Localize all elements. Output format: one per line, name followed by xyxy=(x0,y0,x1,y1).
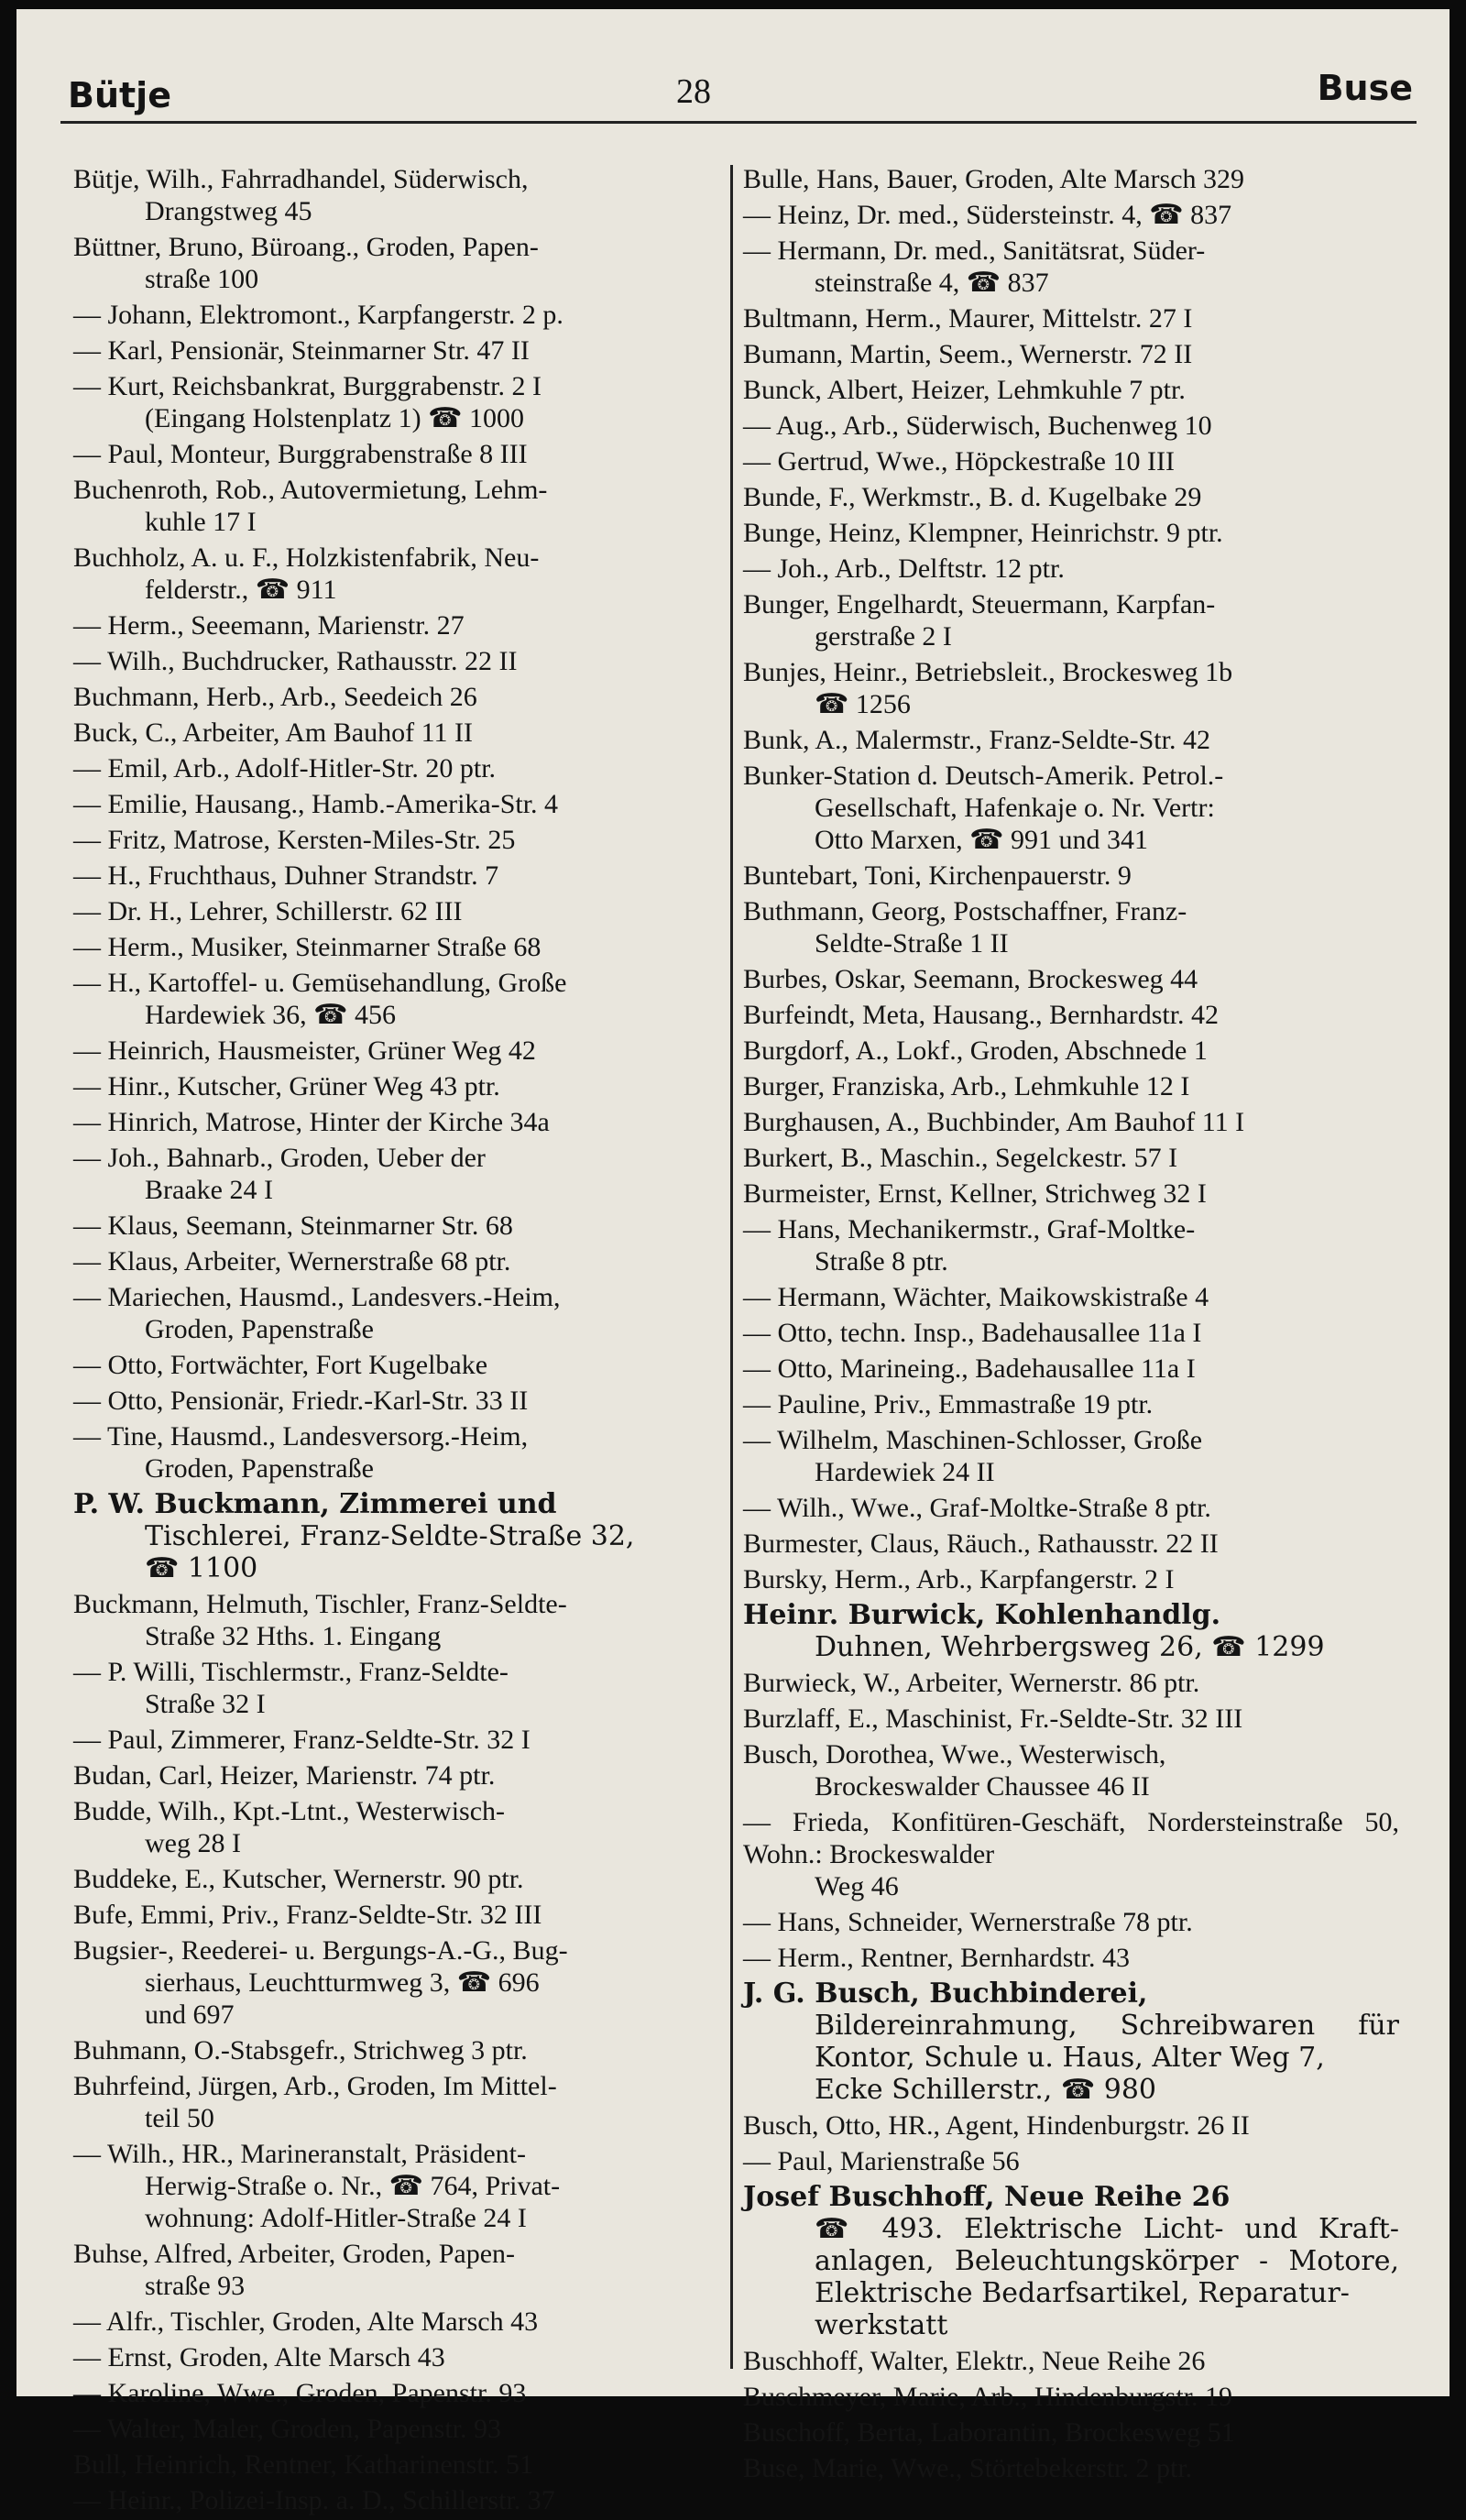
entry-line: Bultmann, Herm., Maurer, Mittelstr. 27 I xyxy=(743,303,1193,334)
entry-continuation: ☎ 1100 xyxy=(145,1552,258,1584)
entry-line: Busch, Dorothea, Wwe., Westerwisch, xyxy=(743,1739,1166,1769)
entry-line: Buntebart, Toni, Kirchenpauerstr. 9 xyxy=(743,860,1132,891)
entry-line: — Joh., Arb., Delftstr. 12 ptr. xyxy=(743,553,1065,584)
directory-entry xyxy=(73,1070,720,1102)
entry-continuation: felderstr., ☎ 911 xyxy=(145,575,337,605)
directory-entry xyxy=(743,1563,1399,1595)
entry-continuation: Bildereinrahmung, Schreibwaren für Kontor, Schule u. Haus, Alter Weg 7, xyxy=(815,2010,1399,2074)
entry-line: — Herm., Rentner, Bernhardstr. 43 xyxy=(743,1943,1131,1973)
directory-entry xyxy=(743,1106,1399,1138)
entry-line: Heinr. Burwick, Kohlenhandlg. xyxy=(743,1599,1221,1631)
entry-continuation: Ecke Schillerstr., ☎ 980 xyxy=(815,2074,1156,2106)
entry-line: — Wilh., HR., Marineranstalt, Präsident- xyxy=(73,2139,526,2169)
directory-entry xyxy=(73,1488,720,1584)
entry-line: Josef Buschhoff, Neue Reihe 26 xyxy=(743,2181,1231,2213)
entry-continuation: sierhaus, Leuchtturmweg 3, ☎ 696 xyxy=(145,1967,540,1998)
header-right-keyword: Buse xyxy=(1317,68,1413,108)
entry-line: Buhrfeind, Jürgen, Arb., Groden, Im Mittel- xyxy=(73,2071,557,2101)
directory-entry xyxy=(743,1906,1399,1938)
directory-entry xyxy=(73,542,720,606)
directory-entry xyxy=(743,2416,1399,2449)
entry-continuation: Straße 32 I xyxy=(145,1689,266,1719)
entry-continuation: straße 93 xyxy=(145,2271,246,2301)
directory-entry xyxy=(73,2034,720,2066)
entry-line: — Herm., Musiker, Steinmarner Straße 68 xyxy=(73,932,542,962)
entry-line: — Heinz, Dr. med., Südersteinstr. 4, ☎ 837 xyxy=(743,200,1232,230)
column-divider xyxy=(730,165,733,2369)
directory-entry xyxy=(743,1424,1399,1488)
directory-entry xyxy=(743,588,1399,652)
entry-line: Burmester, Claus, Räuch., Rathausstr. 22 II xyxy=(743,1528,1219,1559)
directory-page xyxy=(16,9,1450,2515)
page-header xyxy=(16,9,1450,119)
entry-continuation: Straße 32 Hths. 1. Eingang xyxy=(145,1621,442,1651)
entry-line: Bunger, Engelhardt, Steuermann, Karpfan- xyxy=(743,589,1216,619)
entry-line: — Emilie, Hausang., Hamb.-Amerika-Str. 4 xyxy=(73,789,559,819)
directory-entry xyxy=(73,2377,720,2409)
entry-line: — H., Fruchthaus, Duhner Strandstr. 7 xyxy=(73,860,499,891)
entry-line: — Hans, Schneider, Wernerstraße 78 ptr. xyxy=(743,1907,1193,1937)
entry-line: — Tine, Hausmd., Landesversorg.-Heim, xyxy=(73,1421,529,1452)
entry-continuation: Hardewiek 24 II xyxy=(815,1457,995,1487)
entry-line: Buschhoff, Walter, Elektr., Neue Reihe 26 xyxy=(743,2346,1206,2376)
entry-line: Burkert, B., Maschin., Segelckestr. 57 I xyxy=(743,1143,1178,1173)
entry-continuation: Otto Marxen, ☎ 991 und 341 xyxy=(815,825,1148,855)
entry-continuation: ☎ 493. Elektrische Licht- und Kraft-anlagen, Beleuchtungskörper - Motore, Elektrische Bedarfsartikel, Reparatur- xyxy=(815,2213,1399,2309)
entry-line: — Klaus, Seemann, Steinmarner Str. 68 xyxy=(73,1211,513,1241)
entry-continuation: gerstraße 2 I xyxy=(815,621,952,652)
entry-line: Buthmann, Georg, Postschaffner, Franz- xyxy=(743,896,1187,926)
directory-entry xyxy=(743,338,1399,370)
entry-line: Bugsier-, Reederei- u. Bergungs-A.-G., Bug- xyxy=(73,1935,568,1966)
directory-entry xyxy=(73,2070,720,2134)
directory-entry xyxy=(743,2181,1399,2341)
entry-line: — Kurt, Reichsbankrat, Burggrabenstr. 2 I xyxy=(73,371,542,401)
directory-entry xyxy=(73,1106,720,1138)
entry-line: — Frieda, Konfitüren-Geschäft, Nordersteinstraße 50, Wohn.: Brockeswalder xyxy=(743,1807,1399,1869)
entry-line: Burzlaff, E., Maschinist, Fr.-Seldte-Str. 32 III xyxy=(743,1704,1243,1734)
entry-line: Buschoff, Berta, Laborantin, Brockesweg 51 xyxy=(743,2417,1235,2448)
directory-entry xyxy=(73,2138,720,2234)
entry-continuation: Tischlerei, Franz-Seldte-Straße 32, xyxy=(145,1520,635,1552)
left-column xyxy=(73,163,720,2520)
directory-entry xyxy=(73,1035,720,1067)
directory-entry xyxy=(743,860,1399,892)
directory-entry xyxy=(743,2381,1399,2413)
directory-entry xyxy=(73,860,720,892)
entry-continuation: werkstatt xyxy=(815,2309,948,2341)
directory-entry xyxy=(73,1281,720,1345)
entry-line: — Herm., Seeemann, Marienstr. 27 xyxy=(73,610,465,641)
directory-entry xyxy=(73,438,720,470)
directory-entry xyxy=(743,1942,1399,1974)
entry-continuation: ☎ 1256 xyxy=(815,689,911,719)
entry-line: — Joh., Bahnarb., Groden, Ueber der xyxy=(73,1143,486,1173)
entry-line: — Heinrich, Hausmeister, Grüner Weg 42 xyxy=(73,1035,536,1066)
header-left-keyword: Bütje xyxy=(68,75,171,115)
directory-entry xyxy=(73,1420,720,1485)
entry-line: Buhse, Alfred, Arbeiter, Groden, Papen- xyxy=(73,2239,516,2269)
directory-entry xyxy=(73,717,720,749)
entry-line: — Paul, Zimmerer, Franz-Seldte-Str. 32 I xyxy=(73,1725,531,1755)
directory-entry xyxy=(73,2306,720,2338)
entry-line: Busch, Otto, HR., Agent, Hindenburgstr. 26 II xyxy=(743,2110,1250,2141)
entry-continuation: Groden, Papenstraße xyxy=(145,1314,374,1344)
entry-line: — H., Kartoffel- u. Gemüsehandlung, Große xyxy=(73,968,567,998)
directory-entry xyxy=(73,752,720,784)
directory-entry xyxy=(73,1142,720,1206)
directory-entry xyxy=(743,656,1399,720)
directory-entry xyxy=(73,895,720,927)
directory-entry xyxy=(73,1656,720,1720)
directory-entry xyxy=(743,1492,1399,1524)
entry-line: — Emil, Arb., Adolf-Hitler-Str. 20 ptr. xyxy=(73,753,497,783)
directory-entry xyxy=(743,1703,1399,1735)
directory-entry xyxy=(743,199,1399,231)
directory-entry xyxy=(73,824,720,856)
directory-entry xyxy=(743,374,1399,406)
entry-line: Budan, Carl, Heizer, Marienstr. 74 ptr. xyxy=(73,1760,496,1791)
directory-entry xyxy=(73,1210,720,1242)
directory-entry xyxy=(73,474,720,538)
entry-line: — Dr. H., Lehrer, Schillerstr. 62 III xyxy=(73,896,463,926)
entry-line: Bumann, Martin, Seem., Wernerstr. 72 II xyxy=(743,339,1193,369)
directory-entry xyxy=(743,1528,1399,1560)
directory-entry xyxy=(743,1599,1399,1663)
directory-entry xyxy=(73,1863,720,1895)
entry-continuation: Gesellschaft, Hafenkaje o. Nr. Vertr: xyxy=(815,793,1215,823)
directory-entry xyxy=(743,2345,1399,2377)
entry-line: — Gertrud, Wwe., Höpckestraße 10 III xyxy=(743,446,1175,477)
entry-line: — Wilh., Buchdrucker, Rathausstr. 22 II xyxy=(73,646,518,676)
directory-entry xyxy=(73,2341,720,2373)
entry-line: — Heinr., Polizei-Insp. a. D., Schillerstr. 37 xyxy=(73,2485,555,2515)
entry-line: Buddeke, E., Kutscher, Wernerstr. 90 ptr. xyxy=(73,1864,524,1894)
directory-entry xyxy=(743,481,1399,513)
directory-entry xyxy=(743,1667,1399,1699)
entry-line: — Walter, Maler, Groden, Papenstr. 93 xyxy=(73,2414,502,2444)
directory-entry xyxy=(73,1934,720,2031)
entry-line: — Karoline, Wwe., Groden, Papenstr. 93 xyxy=(73,2378,527,2408)
directory-entry xyxy=(73,1759,720,1791)
directory-entry xyxy=(743,1353,1399,1385)
entry-line: — Otto, Pensionär, Friedr.-Karl-Str. 33 II xyxy=(73,1386,529,1416)
directory-entry xyxy=(743,1178,1399,1210)
entry-line: Bunck, Albert, Heizer, Lehmkuhle 7 ptr. xyxy=(743,375,1186,405)
entry-continuation: weg 28 I xyxy=(145,1828,241,1858)
directory-entry xyxy=(73,1245,720,1277)
entry-continuation: Drangstweg 45 xyxy=(145,196,312,226)
entry-line: — Fritz, Matrose, Kersten-Miles-Str. 25 xyxy=(73,825,516,855)
entry-line: — Alfr., Tischler, Groden, Alte Marsch 43 xyxy=(73,2306,539,2337)
entry-line: Bulle, Hans, Bauer, Groden, Alte Marsch 329 xyxy=(743,164,1245,194)
entry-line: Buchmann, Herb., Arb., Seedeich 26 xyxy=(73,682,477,712)
directory-entry xyxy=(73,299,720,331)
directory-entry xyxy=(743,1213,1399,1277)
right-column xyxy=(743,163,1399,2488)
entry-line: Büttner, Bruno, Büroang., Groden, Papen- xyxy=(73,232,539,262)
directory-entry xyxy=(743,445,1399,477)
entry-line: — Johann, Elektromont., Karpfangerstr. 2 p. xyxy=(73,300,563,330)
entry-line: — Ernst, Groden, Alte Marsch 43 xyxy=(73,2342,445,2372)
entry-continuation: wohnung: Adolf-Hitler-Straße 24 I xyxy=(145,2203,527,2233)
directory-entry xyxy=(73,1349,720,1381)
entry-line: Bunjes, Heinr., Betriebsleit., Brockesweg 1b xyxy=(743,657,1233,687)
entry-line: — Paul, Monteur, Burggrabenstraße 8 III xyxy=(73,439,528,469)
entry-line: — Otto, Marineing., Badehausallee 11a I xyxy=(743,1353,1196,1384)
directory-entry xyxy=(73,231,720,295)
entry-line: Buchholz, A. u. F., Holzkistenfabrik, Neu- xyxy=(73,542,540,573)
directory-entry xyxy=(743,724,1399,756)
entry-line: — P. Willi, Tischlermstr., Franz-Seldte- xyxy=(73,1657,509,1687)
directory-entry xyxy=(73,1899,720,1931)
directory-entry xyxy=(73,967,720,1031)
directory-entry xyxy=(743,1317,1399,1349)
entry-line: — Klaus, Arbeiter, Wernerstraße 68 ptr. xyxy=(73,1246,511,1276)
entry-line: Buckmann, Helmuth, Tischler, Franz-Seldte- xyxy=(73,1589,567,1619)
directory-entry xyxy=(73,645,720,677)
entry-line: Burgdorf, A., Lokf., Groden, Abschnede 1 xyxy=(743,1035,1208,1066)
directory-entry xyxy=(743,517,1399,549)
entry-continuation: Straße 8 ptr. xyxy=(815,1246,948,1276)
entry-line: Buschmeyer, Marie, Arb., Hindenburgstr. 19 xyxy=(743,2382,1232,2412)
entry-line: — Hermann, Wächter, Maikowskistraße 4 xyxy=(743,1282,1209,1312)
entry-line: — Aug., Arb., Süderwisch, Buchenweg 10 xyxy=(743,411,1212,441)
entry-continuation: und 697 xyxy=(145,2000,235,2030)
directory-entry xyxy=(73,681,720,713)
directory-entry xyxy=(743,1388,1399,1420)
directory-entry xyxy=(743,2145,1399,2177)
directory-entry xyxy=(743,1035,1399,1067)
entry-line: — Wilhelm, Maschinen-Schlosser, Große xyxy=(743,1425,1203,1455)
entry-continuation: straße 100 xyxy=(145,264,259,294)
entry-line: — Wilh., Wwe., Graf-Moltke-Straße 8 ptr. xyxy=(743,1493,1211,1523)
directory-entry xyxy=(73,2484,720,2516)
entry-line: Bursky, Herm., Arb., Karpfangerstr. 2 I xyxy=(743,1564,1175,1594)
directory-entry xyxy=(743,1738,1399,1802)
entry-line: — Hinrich, Matrose, Hinter der Kirche 34a xyxy=(73,1107,550,1137)
entry-line: Bunde, F., Werkmstr., B. d. Kugelbake 29 xyxy=(743,482,1202,512)
entry-continuation: steinstraße 4, ☎ 837 xyxy=(815,268,1049,298)
directory-entry xyxy=(73,1795,720,1859)
entry-line: Bunge, Heinz, Klempner, Heinrichstr. 9 ptr. xyxy=(743,518,1223,548)
directory-entry xyxy=(743,895,1399,959)
entry-line: — Otto, Fortwächter, Fort Kugelbake xyxy=(73,1350,488,1380)
entry-line: Burmeister, Ernst, Kellner, Strichweg 32 I xyxy=(743,1178,1207,1209)
entry-line: Buhmann, O.-Stabsgefr., Strichweg 3 ptr. xyxy=(73,2035,528,2065)
directory-entry xyxy=(73,1588,720,1652)
entry-line: Buchenroth, Rob., Autovermietung, Lehm- xyxy=(73,475,548,505)
directory-entry xyxy=(743,1281,1399,1313)
entry-line: Burfeindt, Meta, Hausang., Bernhardstr. 42 xyxy=(743,1000,1220,1030)
directory-entry xyxy=(73,931,720,963)
entry-continuation: Hardewiek 36, ☎ 456 xyxy=(145,1000,396,1030)
entry-line: Bütje, Wilh., Fahrradhandel, Süderwisch, xyxy=(73,164,529,194)
entry-continuation: (Eingang Holstenplatz 1) ☎ 1000 xyxy=(145,403,524,433)
entry-line: Burbes, Oskar, Seemann, Brockesweg 44 xyxy=(743,964,1198,994)
directory-entry xyxy=(73,163,720,227)
entry-continuation: Weg 46 xyxy=(815,1871,899,1901)
directory-entry xyxy=(743,963,1399,995)
directory-entry xyxy=(743,553,1399,585)
directory-entry xyxy=(743,410,1399,442)
entry-line: P. W. Buckmann, Zimmerei und xyxy=(73,1488,557,1520)
directory-entry xyxy=(73,609,720,641)
entry-line: — Otto, techn. Insp., Badehausallee 11a I xyxy=(743,1318,1202,1348)
directory-entry xyxy=(73,2413,720,2445)
entry-line: — Hans, Mechanikermstr., Graf-Moltke- xyxy=(743,1214,1196,1244)
entry-line: Buck, C., Arbeiter, Am Bauhof 11 II xyxy=(73,718,473,748)
entry-line: Burghausen, A., Buchbinder, Am Bauhof 11 I xyxy=(743,1107,1245,1137)
entry-line: — Hinr., Kutscher, Grüner Weg 43 ptr. xyxy=(73,1071,500,1101)
entry-line: Burger, Franziska, Arb., Lehmkuhle 12 I xyxy=(743,1071,1190,1101)
directory-entry xyxy=(743,1978,1399,2106)
directory-entry xyxy=(73,788,720,820)
entry-line: Burwieck, W., Arbeiter, Wernerstr. 86 ptr. xyxy=(743,1668,1200,1698)
entry-line: Buse, Marie, Wwe., Störtebekerstr. 2 ptr. xyxy=(743,2453,1193,2483)
entry-continuation: Brockeswalder Chaussee 46 II xyxy=(815,1771,1150,1802)
directory-entry xyxy=(743,1142,1399,1174)
entry-continuation: Groden, Papenstraße xyxy=(145,1453,374,1484)
directory-entry xyxy=(73,2449,720,2481)
directory-entry xyxy=(73,1385,720,1417)
entry-line: — Paul, Marienstraße 56 xyxy=(743,2146,1020,2176)
entry-line: Bunker-Station d. Deutsch-Amerik. Petrol.- xyxy=(743,761,1224,791)
entry-line: Bunk, A., Malermstr., Franz-Seldte-Str. 42 xyxy=(743,725,1210,755)
entry-continuation: teil 50 xyxy=(145,2103,214,2133)
entry-continuation: Seldte-Straße 1 II xyxy=(815,928,1009,959)
directory-entry xyxy=(743,2109,1399,2142)
directory-entry xyxy=(743,1806,1399,1902)
entry-line: — Karl, Pensionär, Steinmarner Str. 47 II xyxy=(73,335,530,366)
entry-line: — Pauline, Priv., Emmastraße 19 ptr. xyxy=(743,1389,1154,1419)
entry-line: J. G. Busch, Buchbinderei, xyxy=(743,1978,1148,2010)
directory-entry xyxy=(73,334,720,367)
directory-entry xyxy=(743,760,1399,856)
directory-entry xyxy=(743,302,1399,334)
directory-entry xyxy=(743,163,1399,195)
directory-entry xyxy=(743,235,1399,299)
directory-entry xyxy=(73,370,720,434)
page-number: 28 xyxy=(676,72,711,111)
directory-entry xyxy=(73,2238,720,2302)
entry-line: Budde, Wilh., Kpt.-Ltnt., Westerwisch- xyxy=(73,1796,506,1826)
directory-entry xyxy=(743,999,1399,1031)
directory-entry xyxy=(743,2452,1399,2484)
entry-line: Bufe, Emmi, Priv., Franz-Seldte-Str. 32 III xyxy=(73,1900,542,1930)
entry-line: — Hermann, Dr. med., Sanitätsrat, Süder- xyxy=(743,236,1206,266)
entry-continuation: Braake 24 I xyxy=(145,1175,273,1205)
entry-continuation: kuhle 17 I xyxy=(145,507,257,537)
entry-continuation: Herwig-Straße o. Nr., ☎ 764, Privat- xyxy=(145,2171,561,2201)
header-rule xyxy=(60,121,1417,124)
directory-entry xyxy=(743,1070,1399,1102)
entry-line: — Mariechen, Hausmd., Landesvers.-Heim, xyxy=(73,1282,561,1312)
directory-entry xyxy=(73,1724,720,1756)
entry-line: Bull, Heinrich, Rentner, Katharinenstr. 51 xyxy=(73,2449,534,2480)
entry-continuation: Duhnen, Wehrbergsweg 26, ☎ 1299 xyxy=(815,1631,1325,1663)
